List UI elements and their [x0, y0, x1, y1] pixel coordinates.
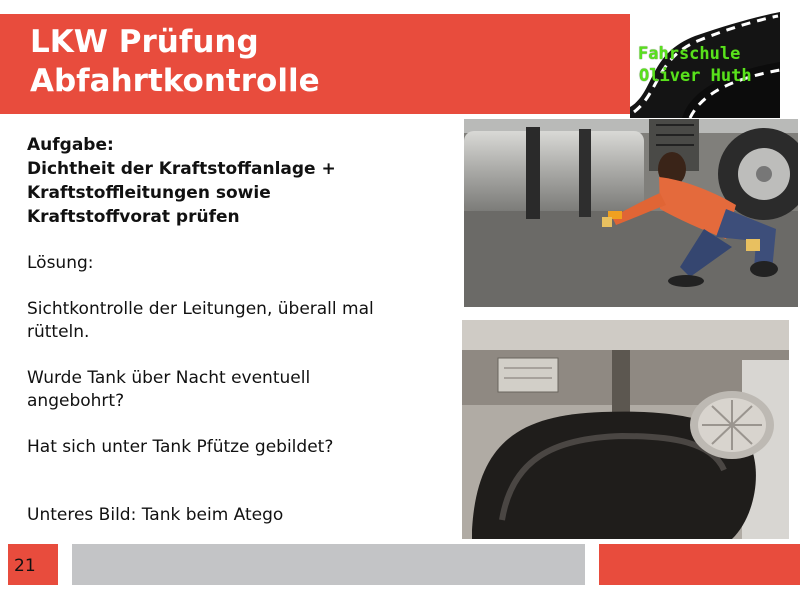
page-number: 21	[14, 556, 36, 576]
solution-label: Lösung:	[27, 253, 94, 273]
photo-tank-atego	[462, 320, 789, 539]
road-graphic	[630, 12, 780, 118]
question-line: Hat sich unter Tank Pfütze gebildet?	[27, 437, 334, 457]
task-line: Kraftstoffleitungen sowie	[27, 183, 271, 203]
driving-school-logo	[630, 12, 780, 118]
question-line: angebohrt?	[27, 391, 125, 411]
photo-truck-inspection	[464, 119, 798, 307]
task-heading: Aufgabe:	[27, 135, 114, 155]
check-line: Sichtkontrolle der Leitungen, überall mal	[27, 299, 374, 319]
task-line: Dichtheit der Kraftstoffanlage +	[27, 159, 336, 179]
footer-bar-red	[599, 544, 800, 585]
logo-text-line-2: Oliver Huth	[639, 66, 752, 86]
logo-text-line-1: Fahrschule	[638, 44, 741, 64]
footer-bar-gray	[72, 544, 585, 585]
slide-title-line-2: Abfahrtkontrolle	[30, 63, 320, 99]
slide-title-line-1: LKW Prüfung	[30, 24, 259, 60]
slide-body	[27, 133, 447, 527]
task-line: Kraftstoffvorat prüfen	[27, 207, 240, 227]
check-line: rütteln.	[27, 322, 90, 342]
question-line: Wurde Tank über Nacht eventuell	[27, 368, 311, 388]
image-caption: Unteres Bild: Tank beim Atego	[27, 505, 284, 525]
